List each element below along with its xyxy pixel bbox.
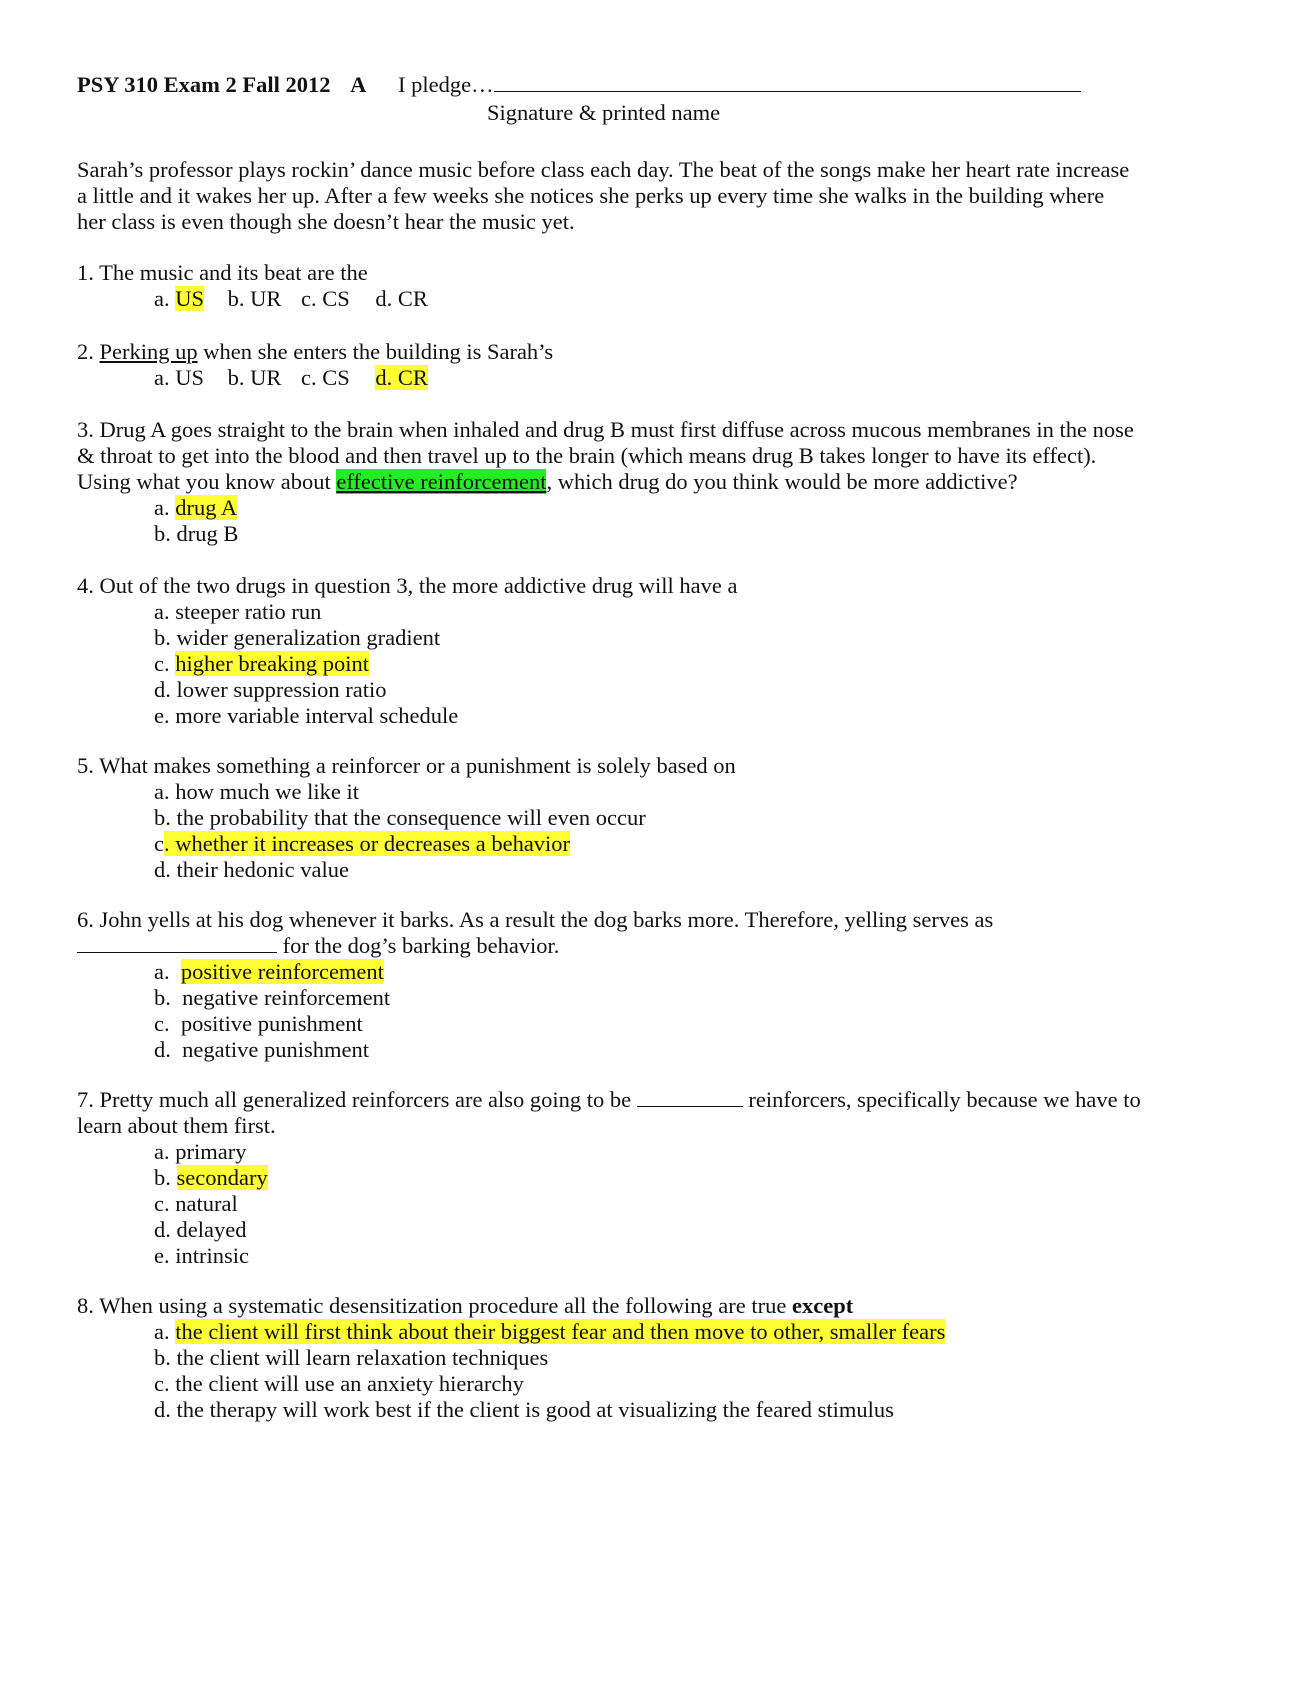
q8-stem: 8. When using a systematic desensitization procedure all the following are true except xyxy=(77,1293,854,1318)
q2-options xyxy=(154,364,428,391)
q6-option-b[interactable]: b. negative reinforcement xyxy=(154,985,391,1010)
q3-concept-highlight: effective reinforcement xyxy=(336,469,547,494)
q1-answer-highlight: US xyxy=(175,286,205,311)
q5-option-a[interactable]: a. how much we like it xyxy=(154,779,359,804)
q6-line-2: for the dog’s barking behavior. xyxy=(77,932,559,959)
q6-line-1: 6. John yells at his dog whenever it barks. As a result the dog barks more. Therefore, yelling serves as xyxy=(77,907,994,932)
q7-option-e[interactable]: e. intrinsic xyxy=(154,1243,249,1268)
intro-line-2: a little and it wakes her up. After a few weeks she notices she perks up every time she walks in the building where xyxy=(77,183,1105,208)
q7-option-d[interactable]: d. delayed xyxy=(154,1217,247,1242)
q1-option-a[interactable]: a. US xyxy=(154,286,205,311)
q6-option-d[interactable]: d. negative punishment xyxy=(154,1037,369,1062)
q5-stem: 5. What makes something a reinforcer or a punishment is solely based on xyxy=(77,753,736,778)
q3-line-3: Using what you know about effective reinforcement, which drug do you think would be more addictive? xyxy=(77,469,1018,494)
q2-stem: 2. Perking up when she enters the building is Sarah’s xyxy=(77,339,554,364)
q4-option-a[interactable]: a. steeper ratio run xyxy=(154,599,322,624)
q5-option-b[interactable]: b. the probability that the consequence will even occur xyxy=(154,805,646,830)
q6-option-a[interactable]: a. positive reinforcement xyxy=(154,959,384,984)
q4-option-c[interactable]: c. higher breaking point xyxy=(154,651,369,676)
q1-option-c[interactable]: c. CS xyxy=(301,286,350,311)
q8-option-c[interactable]: c. the client will use an anxiety hierarchy xyxy=(154,1371,524,1396)
intro-line-3: her class is even though she doesn’t hear the music yet. xyxy=(77,209,575,234)
intro-line-1: Sarah’s professor plays rockin’ dance music before class each day. The beat of the songs make her heart rate increase xyxy=(77,157,1130,182)
q5-option-c[interactable]: c. whether it increases or decreases a behavior xyxy=(154,831,571,856)
q3-line-1: 3. Drug A goes straight to the brain when inhaled and drug B must first diffuse across mucous membranes in the nose xyxy=(77,417,1134,442)
q8-except-emphasis: except xyxy=(792,1293,854,1318)
q8-option-d[interactable]: d. the therapy will work best if the client is good at visualizing the feared stimulus xyxy=(154,1397,894,1422)
q7-line-1: 7. Pretty much all generalized reinforcers are also going to be reinforcers, specifically because we have to xyxy=(77,1087,1141,1112)
q7-option-c[interactable]: c. natural xyxy=(154,1191,238,1216)
q3-option-a[interactable]: a. drug A xyxy=(154,495,238,520)
q1-option-b[interactable]: b. UR xyxy=(227,286,282,311)
q8-option-b[interactable]: b. the client will learn relaxation techniques xyxy=(154,1345,549,1370)
q6-option-c[interactable]: c. positive punishment xyxy=(154,1011,363,1036)
q2-option-a[interactable]: a. US xyxy=(154,365,204,390)
q2-option-d[interactable]: d. CR xyxy=(375,365,428,390)
q2-underlined-phrase: Perking up xyxy=(99,339,198,364)
q2-option-b[interactable]: b. UR xyxy=(227,365,282,390)
q7-option-a[interactable]: a. primary xyxy=(154,1139,247,1164)
q4-option-b[interactable]: b. wider generalization gradient xyxy=(154,625,441,650)
q4-option-d[interactable]: d. lower suppression ratio xyxy=(154,677,387,702)
q4-option-e[interactable]: e. more variable interval schedule xyxy=(154,703,459,728)
q5-option-d[interactable]: d. their hedonic value xyxy=(154,857,349,882)
q2-option-c[interactable]: c. CS xyxy=(301,365,350,390)
q6-blank[interactable] xyxy=(77,934,277,953)
q1-option-d[interactable]: d. CR xyxy=(375,286,428,311)
pledge-label: I pledge… xyxy=(398,72,494,97)
q1-options xyxy=(154,285,428,312)
q3-option-b[interactable]: b. drug B xyxy=(154,521,239,546)
q1-stem: 1. The music and its beat are the xyxy=(77,260,368,285)
q8-option-a[interactable]: a. the client will first think about their biggest fear and then move to other, smaller fears xyxy=(154,1319,946,1344)
q7-line-2: learn about them first. xyxy=(77,1113,276,1138)
q4-stem: 4. Out of the two drugs in question 3, the more addictive drug will have a xyxy=(77,573,738,598)
exam-header xyxy=(77,71,1081,98)
signature-line[interactable] xyxy=(494,73,1081,92)
signature-caption: Signature & printed name xyxy=(487,100,721,125)
exam-version: A xyxy=(350,72,367,97)
q7-option-b[interactable]: b. secondary xyxy=(154,1165,268,1190)
course-title: PSY 310 Exam 2 Fall 2012 xyxy=(77,72,331,97)
q3-line-2: & throat to get into the blood and then travel up to the brain (which means drug B takes longer to have its effect). xyxy=(77,443,1097,468)
q7-blank[interactable] xyxy=(637,1088,743,1107)
